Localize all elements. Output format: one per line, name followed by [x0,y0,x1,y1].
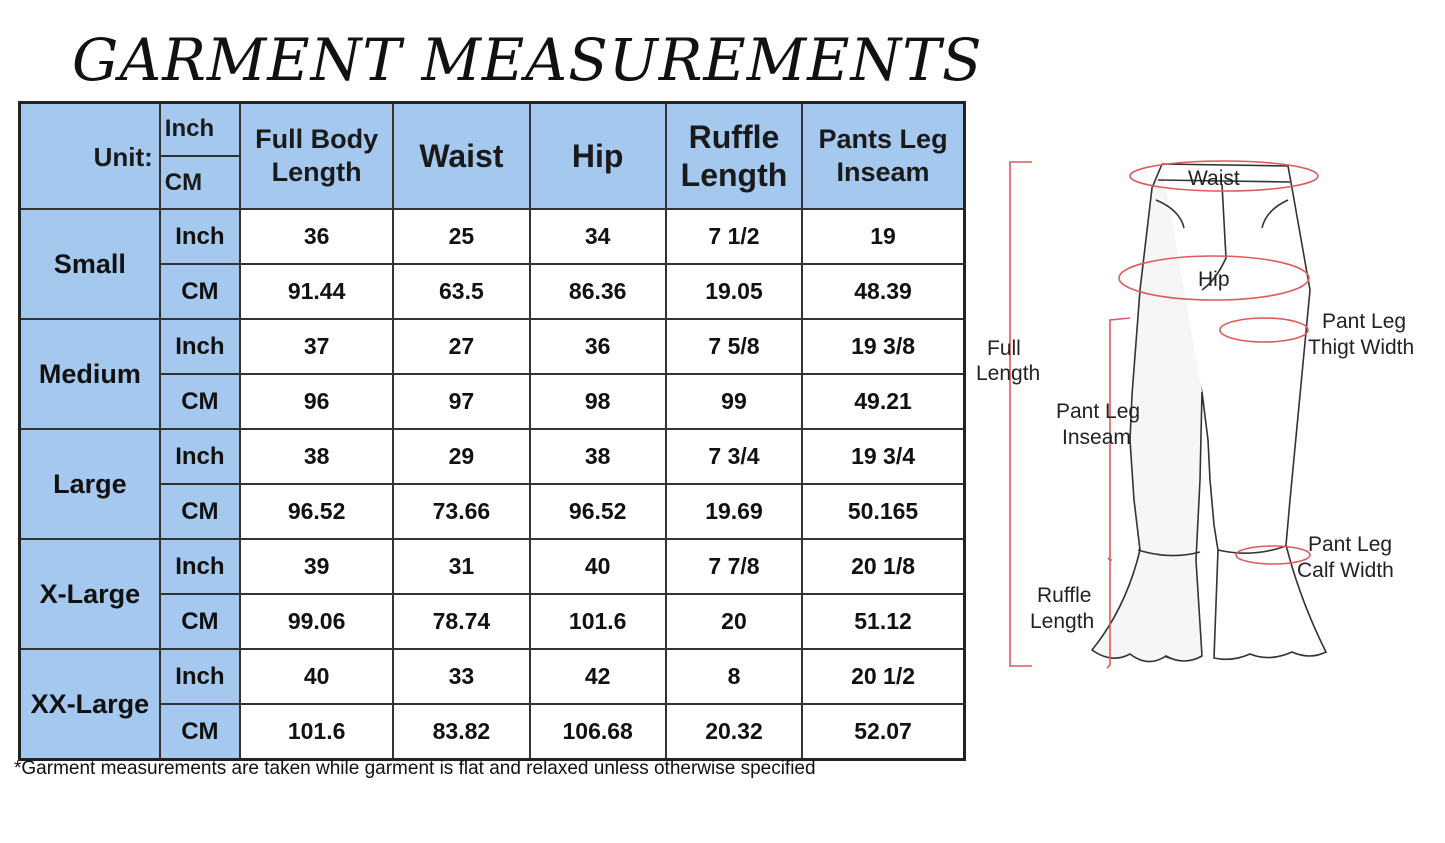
unit-option-inch: Inch [161,103,239,157]
full-length-label: Full [987,337,1021,360]
unit-cell: Inch [160,209,240,264]
calf-width-label: Calf Width [1297,559,1394,582]
measurement-cell: 7 7/8 [666,539,802,594]
measurement-cell: 7 1/2 [666,209,802,264]
table-header-row [20,103,965,210]
measurement-cell: 40 [530,539,666,594]
measurement-cell: 27 [393,319,529,374]
measurement-cell: 48.39 [802,264,964,319]
measurement-cell: 106.68 [530,704,666,760]
unit-label-cell [20,103,160,210]
column-header-waist [393,103,529,210]
column-header-line: Waist [419,138,504,174]
measurement-cell: 101.6 [240,704,393,760]
column-header-line: Inseam [836,157,930,187]
measurement-cell: 25 [393,209,529,264]
column-header-ruffle-length [666,103,802,210]
ruffle-length-label: Ruffle [1037,584,1092,607]
measurement-cell: 52.07 [802,704,964,760]
measurement-cell: 99 [666,374,802,429]
size-label: XX-Large [20,649,160,760]
measurement-cell: 37 [240,319,393,374]
unit-label: Unit: [93,142,153,172]
measurement-cell: 36 [240,209,393,264]
page-title: GARMENT MEASUREMENTS [72,26,983,94]
measurement-cell: 63.5 [393,264,529,319]
unit-cell: Inch [160,319,240,374]
measurement-cell: 7 5/8 [666,319,802,374]
measurement-cell: 86.36 [530,264,666,319]
measurement-cell: 98 [530,374,666,429]
column-header-line: Length [271,157,362,187]
measurement-cell: 19.69 [666,484,802,539]
measurement-cell: 99.06 [240,594,393,649]
column-header-full-body-length [240,103,393,210]
footnote: *Garment measurements are taken while garment is flat and relaxed unless otherwise specified [14,758,816,779]
full-length-label: Length [976,362,1041,385]
measurement-cell: 7 3/4 [666,429,802,484]
calf-width-label: Pant Leg [1308,533,1393,556]
measurement-cell: 33 [393,649,529,704]
column-header-line: Full Body [255,124,379,154]
table-row [20,484,965,539]
measurement-cell: 83.82 [393,704,529,760]
measurement-cell: 20 1/2 [802,649,964,704]
unit-cell: CM [160,594,240,649]
pants-pocket-right-icon [1262,200,1288,228]
measurement-cell: 29 [393,429,529,484]
unit-cell: Inch [160,429,240,484]
inseam-label: Pant Leg [1056,400,1141,423]
size-chart-table [18,101,966,761]
column-header-line: Length [680,157,788,193]
measurement-cell: 50.165 [802,484,964,539]
measurement-cell: 39 [240,539,393,594]
unit-cell: CM [160,484,240,539]
table-row [20,539,965,594]
unit-cell: CM [160,264,240,319]
measurement-cell: 97 [393,374,529,429]
waist-label: Waist [1188,167,1240,190]
column-header-hip [530,103,666,210]
measurement-cell: 96.52 [240,484,393,539]
table-row [20,429,965,484]
measurement-cell: 51.12 [802,594,964,649]
thigh-width-label: Pant Leg [1322,310,1407,333]
column-header-line: Hip [571,138,624,174]
table-row [20,319,965,374]
measurement-cell: 20.32 [666,704,802,760]
unit-cell: Inch [160,539,240,594]
table-row [20,209,965,264]
measurement-cell: 49.21 [802,374,964,429]
size-label: Small [20,209,160,319]
table-body [20,209,965,760]
table-row [20,594,965,649]
measurement-cell: 96 [240,374,393,429]
inseam-label: Inseam [1062,426,1131,449]
measurement-cell: 19 3/4 [802,429,964,484]
column-header-pants-leg-inseam [802,103,964,210]
measurement-cell: 8 [666,649,802,704]
measurement-cell: 38 [240,429,393,484]
size-label: Medium [20,319,160,429]
table-row [20,374,965,429]
measurement-cell: 91.44 [240,264,393,319]
column-header-line: Pants Leg [818,124,948,154]
full-length-bracket-icon [1010,162,1032,666]
measurement-cell: 19 3/8 [802,319,964,374]
unit-cell: CM [160,704,240,760]
unit-option-cm: CM [164,169,203,196]
column-header-line: Ruffle [688,119,780,155]
ruffle-length-label: Length [1030,610,1095,633]
thigh-width-label: Thigt Width [1308,336,1415,359]
table-row [20,264,965,319]
measurement-cell: 78.74 [393,594,529,649]
measurement-cell: 20 1/8 [802,539,964,594]
thigh-marker-icon [1220,318,1308,342]
measurement-cell: 96.52 [530,484,666,539]
measurement-cell: 42 [530,649,666,704]
measurement-cell: 31 [393,539,529,594]
unit-cell: CM [160,374,240,429]
hip-label: Hip [1198,268,1230,291]
measurement-cell: 34 [530,209,666,264]
measurement-cell: 20 [666,594,802,649]
measurement-cell: 101.6 [530,594,666,649]
size-label: Large [20,429,160,539]
unit-cell: Inch [160,649,240,704]
unit-options-cell [160,103,240,210]
measurement-cell: 38 [530,429,666,484]
measurement-cell: 36 [530,319,666,374]
measurement-cell: 19 [802,209,964,264]
table-row [20,649,965,704]
measurement-cell: 40 [240,649,393,704]
pants-measurement-diagram [970,140,1440,700]
size-label: X-Large [20,539,160,649]
measurement-cell: 19.05 [666,264,802,319]
measurement-cell: 73.66 [393,484,529,539]
table-row [20,704,965,760]
